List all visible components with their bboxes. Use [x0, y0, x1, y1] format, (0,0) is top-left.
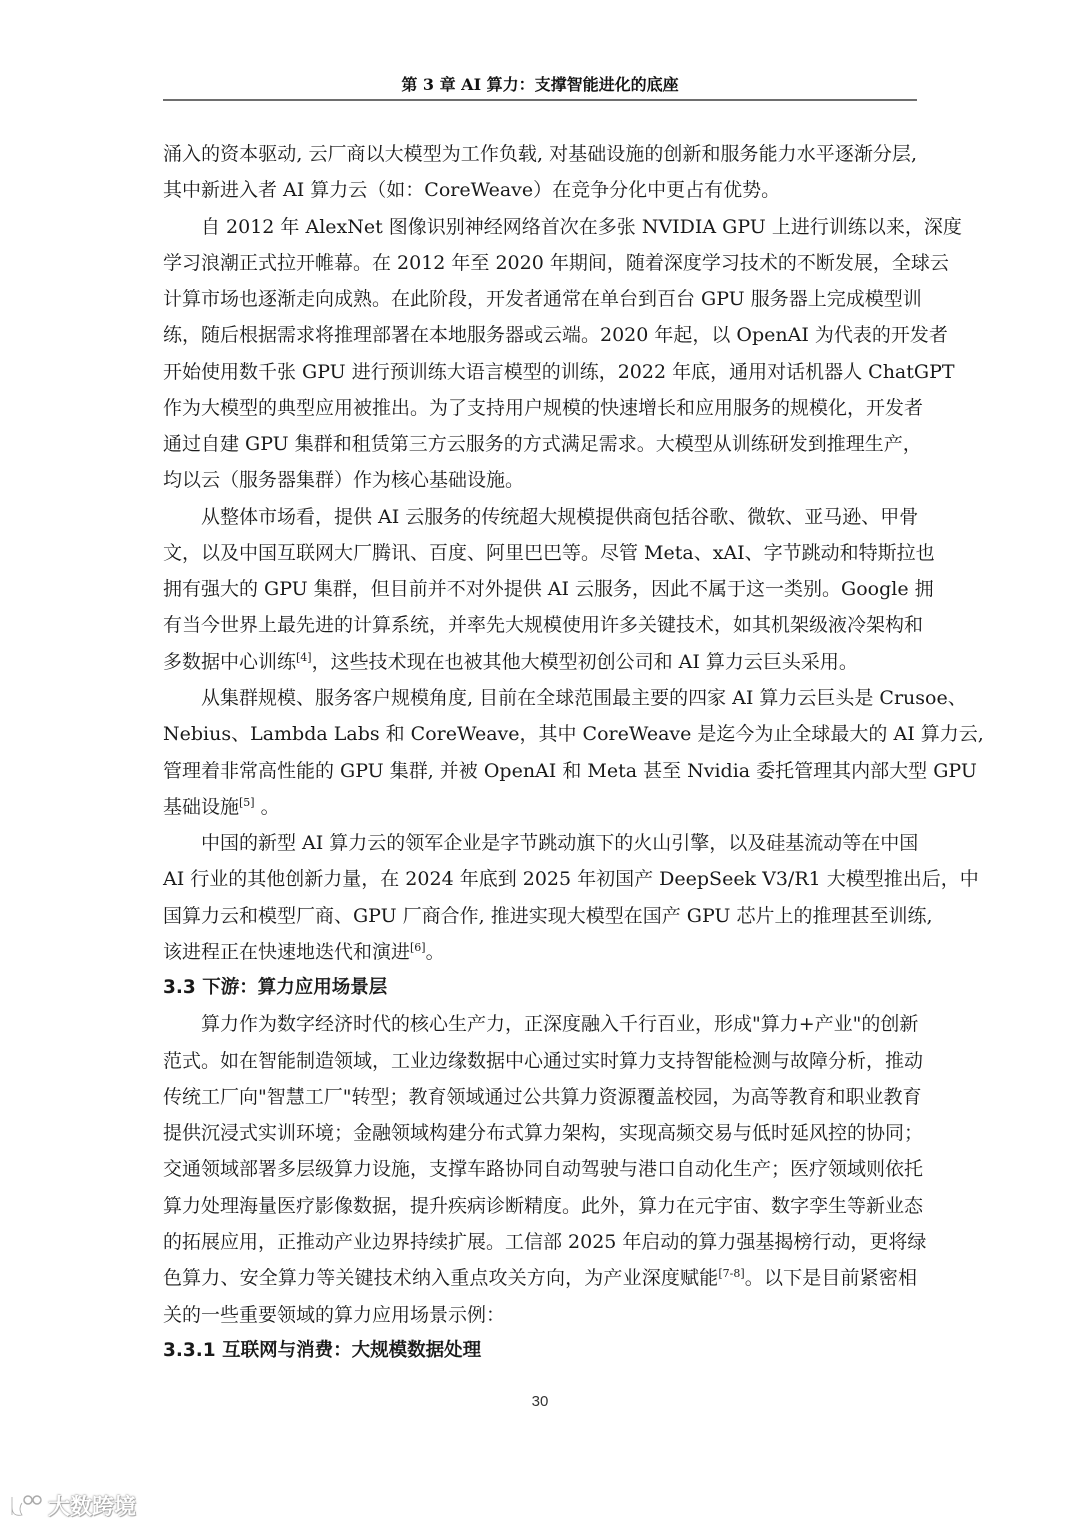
- section-heading: 3.3 下游：算力应用场景层: [163, 977, 388, 999]
- paragraph-line: 算力处理海量医疗影像数据，提升疾病诊断精度。此外，算力在元宇宙、数字孪生等新业态: [163, 1194, 924, 1217]
- paragraph-line: 作为大模型的典型应用被推出。为了支持用户规模的快速增长和应用服务的规模化，开发者: [163, 396, 924, 419]
- citation-ref: [6]: [410, 940, 426, 954]
- citation-ref: [5]: [239, 795, 255, 809]
- paragraph-line: 其中新进入者 AI 算力云（如：CoreWeave）在竞争分化中更占有优势。: [163, 179, 781, 202]
- paragraph-line: 多数据中心训练[4]，这些技术现在也被其他大模型初创公司和 AI 算力云巨头采用。: [163, 650, 858, 673]
- header-divider: [163, 99, 917, 101]
- paragraph-line: 从集群规模、服务客户规模角度, 目前在全球范围最主要的四家 AI 算力云巨头是 Crusoe、: [201, 686, 967, 709]
- paragraph-line: 传统工厂向"智慧工厂"转型；教育领域通过公共算力资源覆盖校园，为高等教育和职业教育: [163, 1085, 922, 1108]
- paragraph-line: 关的一些重要领域的算力应用场景示例：: [163, 1303, 506, 1326]
- paragraph-line: 拥有强大的 GPU 集群，但目前并不对外提供 AI 云服务，因此不属于这一类别。Google 拥: [163, 578, 934, 601]
- section-heading: 3.3.1 互联网与消费：大规模数据处理: [163, 1339, 482, 1361]
- paragraph-line: 交通领域部署多层级算力设施，支撑车路协同自动驾驶与港口自动化生产；医疗领域则依托: [163, 1158, 924, 1181]
- paragraph-line: 算力作为数字经济时代的核心生产力，正深度融入千行百业，形成"算力+产业"的创新: [201, 1013, 919, 1036]
- citation-ref: [7-8]: [718, 1267, 745, 1281]
- paragraph-line: 计算市场也逐渐走向成熟。在此阶段，开发者通常在单台到百台 GPU 服务器上完成模型训: [163, 288, 922, 311]
- paragraph-line: 有当今世界上最先进的计算系统，并率先大规模使用许多关键技术，如其机架级液冷架构和: [163, 614, 924, 637]
- paragraph-line: 涌入的资本驱动, 云厂商以大模型为工作负载, 对基础设施的创新和服务能力水平逐渐分层,: [163, 143, 917, 165]
- paragraph-line: 该进程正在快速地迭代和演进[6]。: [163, 940, 445, 963]
- paragraph-line: 从整体市场看，提供 AI 云服务的传统超大规模提供商包括谷歌、微软、亚马逊、甲骨: [201, 505, 919, 528]
- paragraph-line: 管理着非常高性能的 GPU 集群, 并被 OpenAI 和 Meta 甚至 Nvidia 委托管理其内部大型 GPU: [163, 759, 977, 782]
- paragraph-line: 的拓展应用，正推动产业边界持续扩展。工信部 2025 年启动的算力强基揭榜行动，更将绿: [163, 1230, 927, 1253]
- paragraph-line: 练，随后根据需求将推理部署在本地服务器或云端。2020 年起，以 OpenAI 为代表的开发者: [163, 324, 948, 347]
- page-number: 30: [531, 1393, 549, 1410]
- paragraph-line: Nebius、Lambda Labs 和 CoreWeave，其中 CoreWeave 是迄今为止全球最大的 AI 算力云,: [163, 723, 984, 746]
- paragraph-line: 提供沉浸式实训环境；金融领域构建分布式算力架构，实现高频交易与低时延风控的协同；: [163, 1122, 924, 1145]
- paragraph-line: 通过自建 GPU 集群和租赁第三方云服务的方式满足需求。大模型从训练研发到推理生产，: [163, 433, 922, 456]
- chapter-header: 第 3 章 AI 算力：支撑智能进化的底座: [401, 75, 679, 94]
- paragraph-line: AI 行业的其他创新力量，在 2024 年底到 2025 年初国产 DeepSeek V3/R1 大模型推出后，中: [163, 868, 979, 891]
- paragraph-line: 国算力云和模型厂商、GPU 厂商合作, 推进实现大模型在国产 GPU 芯片上的推理甚至训练,: [163, 904, 933, 927]
- paragraph-line: 范式。如在智能制造领域，工业边缘数据中心通过实时算力支持智能检测与故障分析，推动: [163, 1049, 924, 1072]
- paragraph-line: 色算力、安全算力等关键技术纳入重点攻关方向，为产业深度赋能[7-8]。以下是目前紧密相: [163, 1267, 917, 1290]
- document-body: [163, 136, 984, 1369]
- paragraph-line: 均以云（服务器集群）作为核心基础设施。: [163, 469, 525, 492]
- watermark-text: 大数跨境: [48, 1495, 137, 1520]
- paragraph-line: 文，以及中国互联网大厂腾讯、百度、阿里巴巴等。尽管 Meta、xAI、字节跳动和特斯拉也: [163, 541, 935, 564]
- watermark: [8, 1490, 136, 1521]
- citation-ref: [4]: [296, 650, 312, 664]
- paragraph-line: 开始使用数千张 GPU 进行预训练大语言模型的训练，2022 年底，通用对话机器人 ChatGPT: [163, 360, 955, 383]
- paragraph-line: 自 2012 年 AlexNet 图像识别神经网络首次在多张 NVIDIA GPU 上进行训练以来，深度: [201, 215, 962, 238]
- paragraph-line: 中国的新型 AI 算力云的领军企业是字节跳动旗下的火山引擎，以及硅基流动等在中国: [201, 832, 919, 855]
- 100-logo-icon: [8, 1493, 42, 1519]
- paragraph-line: 学习浪潮正式拉开帷幕。在 2012 年至 2020 年期间，随着深度学习技术的不断发展，全球云: [163, 251, 949, 274]
- paragraph-line: 基础设施[5] 。: [163, 795, 280, 818]
